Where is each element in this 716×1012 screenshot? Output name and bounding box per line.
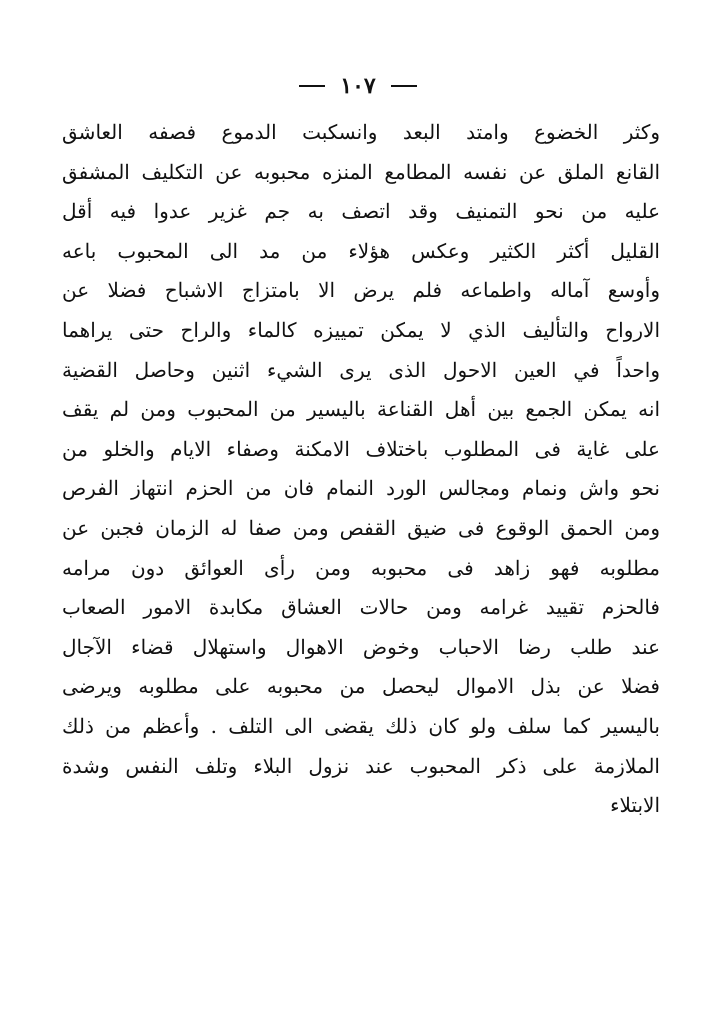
text-line-4: القليل أكثر الكثير وعكس هؤلاء من مد الى المحبوب باعه	[62, 238, 660, 263]
text-line-15: فضلا عن بذل الاموال ليحصل من محبوبه على مطلوبه ويرضى	[62, 674, 660, 699]
header-dash-right	[391, 85, 417, 87]
text-line-14: عند طلب رضا الاحباب وخوض الاهوال واستهلال قضاء الآجال	[62, 634, 660, 659]
page-number: ١٠٧	[340, 73, 376, 99]
body-text	[62, 113, 660, 826]
text-line-9: على غاية فى المطلوب باختلاف الامكنة وصفاء الايام والخلو من	[62, 436, 660, 461]
text-line-16: باليسير كما سلف ولو كان ذلك يقضى الى التلف . وأعظم من ذلك	[62, 713, 660, 738]
text-line-8: انه يمكن الجمع بين أهل القناعة باليسير من المحبوب ومن لم يقف	[62, 397, 660, 422]
text-line-11: ومن الحمق الوقوع فى ضيق القفص ومن صفا له الزمان فجبن عن	[62, 515, 660, 540]
text-line-7: واحداً في العين الاحول الذى يرى الشيء اثنين وحاصل القضية	[62, 357, 660, 382]
text-line-5: وأوسع آماله واطماعه فلم يرض الا بامتزاج الاشباح فضلا عن	[62, 278, 660, 303]
text-line-10: نحو واش ونمام ومجالس الورد النمام فان من الحزم انتهاز الفرص	[62, 476, 660, 501]
text-line-17: الملازمة على ذكر المحبوب عند نزول البلاء وتلف النفس وشدة	[62, 753, 660, 778]
header-dash-left	[299, 85, 325, 87]
text-line-13: فالحزم تقييد غرامه ومن حالات العشاق مكابدة الامور الصعاب	[62, 595, 660, 620]
text-line-6: الارواح والتأليف الذي لا يمكن تمييزه كالماء والراح حتى يراهما	[62, 317, 660, 342]
text-line-1: وكثر الخضوع وامتد البعد وانسكبت الدموع فصفه العاشق	[62, 120, 660, 144]
text-line-3: عليه من نحو التمنيف وقد اتصف به جم غزير عدوا فيه أقل	[62, 199, 660, 224]
text-line-18: الابتلاء	[610, 793, 660, 818]
page-header	[0, 70, 716, 101]
text-line-2: القانع الملق عن نفسه المطامع المنزه محبوبه عن التكليف المشفق	[62, 159, 660, 184]
text-line-12: مطلوبه فهو زاهد فى محبوبه ومن رأى العوائق دون مرامه	[62, 555, 660, 580]
